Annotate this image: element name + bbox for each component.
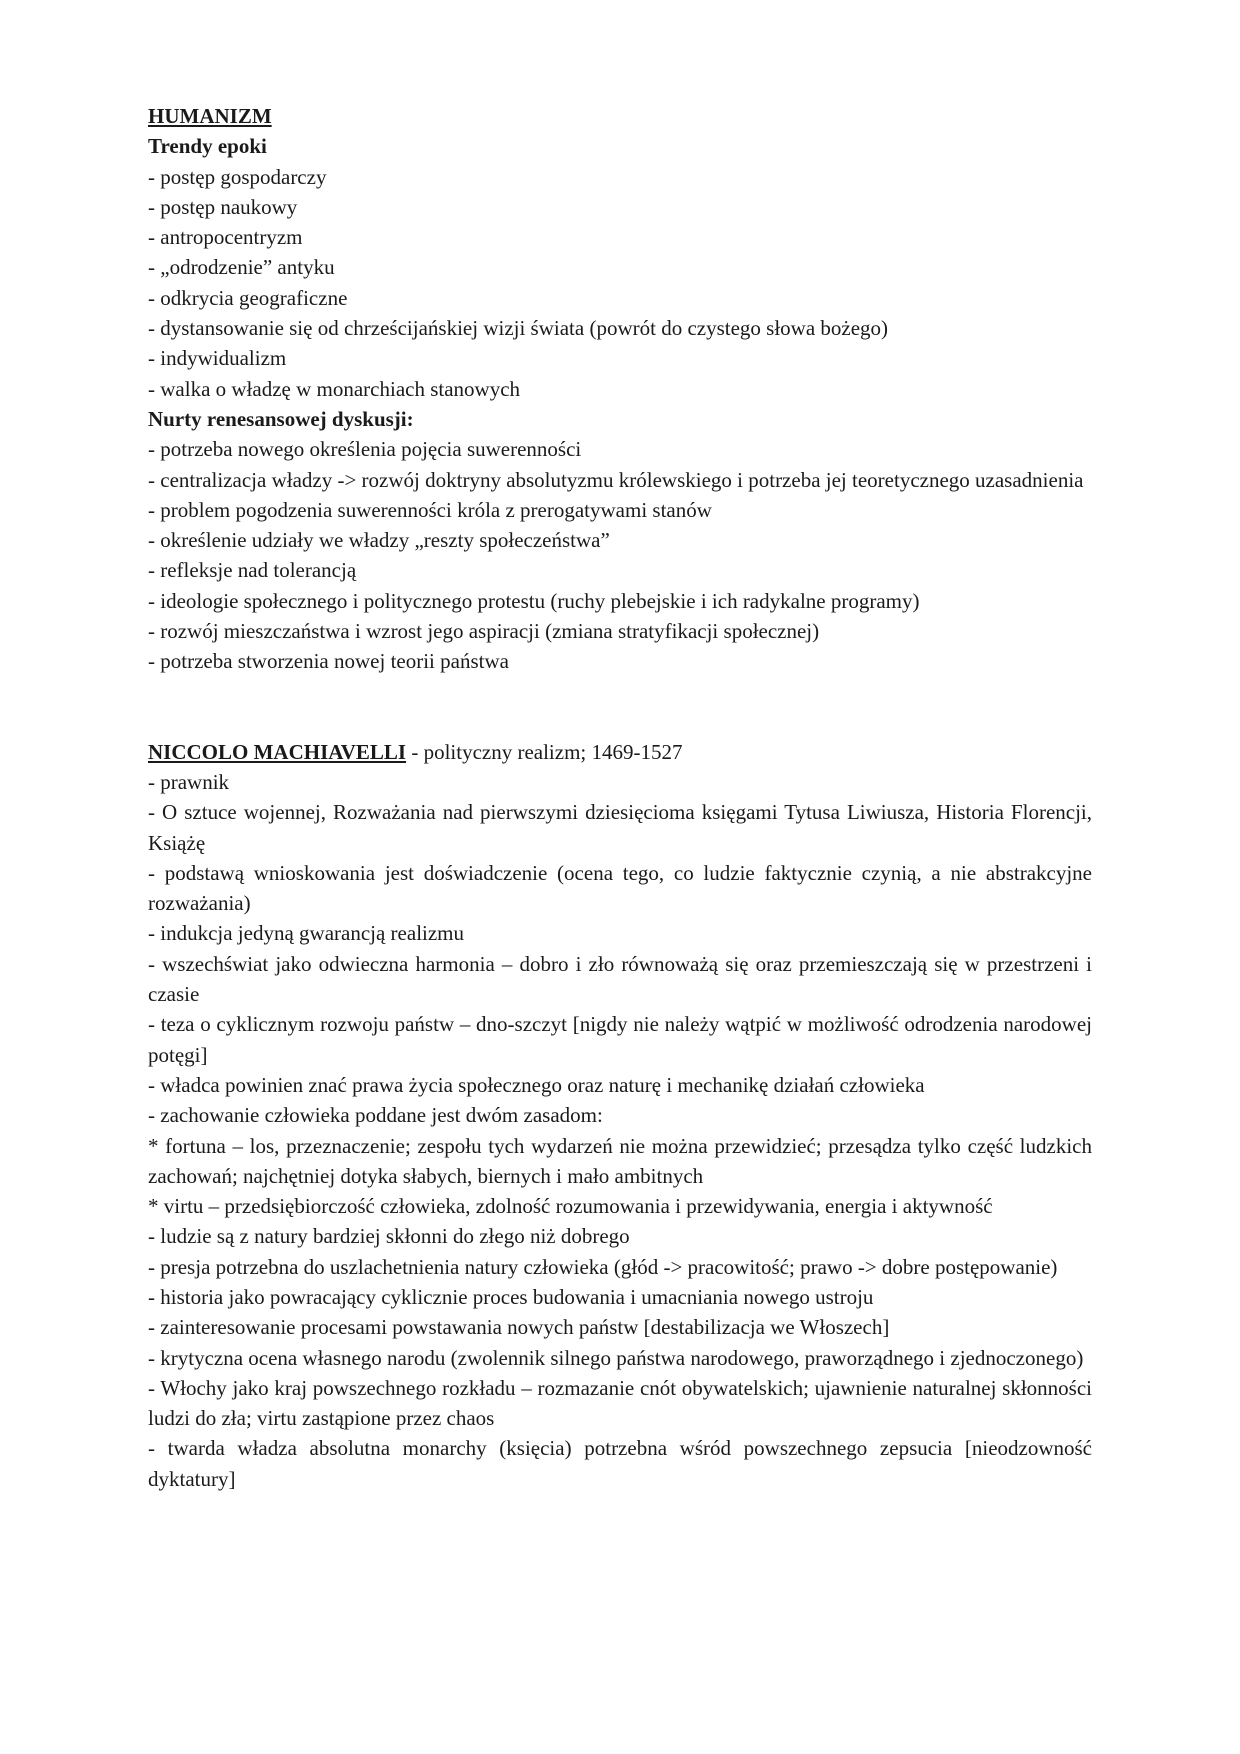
list-item: - twarda władza absolutna monarchy (księcia) potrzebna wśród powszechnego zepsucia [nieodzowność dyktatury]	[148, 1436, 1092, 1491]
list-item: - antropocentryzm	[148, 225, 303, 250]
list-item: - dystansowanie się od chrześcijańskiej wizji świata (powrót do czystego słowa bożego)	[148, 316, 889, 341]
list-item: - rozwój mieszczaństwa i wzrost jego aspiracji (zmiana stratyfikacji społecznej)	[148, 619, 820, 644]
trends-heading: Trendy epoki	[148, 134, 267, 159]
list-item: - zainteresowanie procesami powstawania nowych państw [destabilizacja we Włoszech]	[148, 1315, 890, 1340]
section-title-humanizm: HUMANIZM	[148, 104, 272, 128]
list-item: - władca powinien znać prawa życia społecznego oraz naturę i mechanikę działań człowieka	[148, 1072, 925, 1097]
list-item: - refleksje nad tolerancją	[148, 558, 357, 583]
list-item: - postęp naukowy	[148, 194, 298, 219]
list-item: - „odrodzenie” antyku	[148, 255, 335, 280]
section-title-machiavelli-line	[148, 737, 1092, 767]
list-item: - ludzie są z natury bardziej skłonni do złego niż dobrego	[148, 1224, 630, 1249]
list-item: - indukcja jedyną gwarancją realizmu	[148, 921, 465, 946]
list-item: * fortuna – los, przeznaczenie; zespołu tych wydarzeń nie można przewidzieć; przesądza tylko część ludzkich zachowań; najchętniej dotyka słabych, biernych i mało ambitnych	[148, 1133, 1092, 1188]
list-item: - walka o władzę w monarchiach stanowych	[148, 376, 521, 401]
list-item: - postęp gospodarczy	[148, 164, 327, 189]
list-item: - centralizacja władzy -> rozwój doktryny absolutyzmu królewskiego i potrzeba jej teoretycznego uzasadnienia	[148, 467, 1084, 492]
section-spacer	[148, 677, 1092, 737]
list-item: * virtu – przedsiębiorczość człowieka, zdolność rozumowania i przewidywania, energia i aktywność	[148, 1194, 993, 1219]
list-item: - historia jako powracający cyklicznie proces budowania i umacniania nowego ustroju	[148, 1284, 874, 1309]
list-item: - zachowanie człowieka poddane jest dwóm zasadom:	[148, 1103, 603, 1128]
list-item: - teza o cyklicznym rozwoju państw – dno-szczyt [nigdy nie należy wątpić w możliwość odrodzenia narodowej potęgi]	[148, 1012, 1092, 1067]
document-page	[148, 101, 1092, 1494]
list-item: - indywidualizm	[148, 346, 287, 371]
list-item: - krytyczna ocena własnego narodu (zwolennik silnego państwa narodowego, praworządnego i zjednoczonego)	[148, 1345, 1084, 1370]
list-item: - potrzeba nowego określenia pojęcia suwerenności	[148, 437, 582, 462]
list-item: - potrzeba stworzenia nowej teorii państwa	[148, 649, 509, 674]
list-item: - prawnik	[148, 769, 230, 794]
list-item: - presja potrzebna do uszlachetnienia natury człowieka (głód -> pracowitość; prawo -> dobre postępowanie)	[148, 1254, 1058, 1279]
list-item: - określenie udziały we władzy „reszty społeczeństwa”	[148, 528, 610, 553]
section-title-machiavelli: NICCOLO MACHIAVELLI	[148, 739, 407, 764]
discussion-heading: Nurty renesansowej dyskusji:	[148, 406, 414, 431]
list-item: - Włochy jako kraj powszechnego rozkładu – rozmazanie cnót obywatelskich; ujawnienie naturalnej skłonności ludzi do zła; virtu zastąpione przez chaos	[148, 1375, 1092, 1431]
list-item: - wszechświat jako odwieczna harmonia – dobro i zło równoważą się oraz przemieszczają się w przestrzeni i czasie	[148, 951, 1092, 1007]
list-item: - podstawą wnioskowania jest doświadczenie (ocena tego, co ludzie faktycznie czynią, a nie abstrakcyjne rozważania)	[148, 860, 1092, 916]
list-item: - ideologie społecznego i politycznego protestu (ruchy plebejskie i ich radykalne programy)	[148, 588, 920, 613]
list-item: - odkrycia geograficzne	[148, 285, 348, 310]
section-subtitle: - polityczny realizm; 1469-1527	[406, 739, 683, 764]
list-item: - problem pogodzenia suwerenności króla z prerogatywami stanów	[148, 497, 712, 522]
list-item: - O sztuce wojennej, Rozważania nad pierwszymi dziesięcioma księgami Tytusa Liwiusza, Historia Florencji, Książę	[148, 800, 1092, 855]
